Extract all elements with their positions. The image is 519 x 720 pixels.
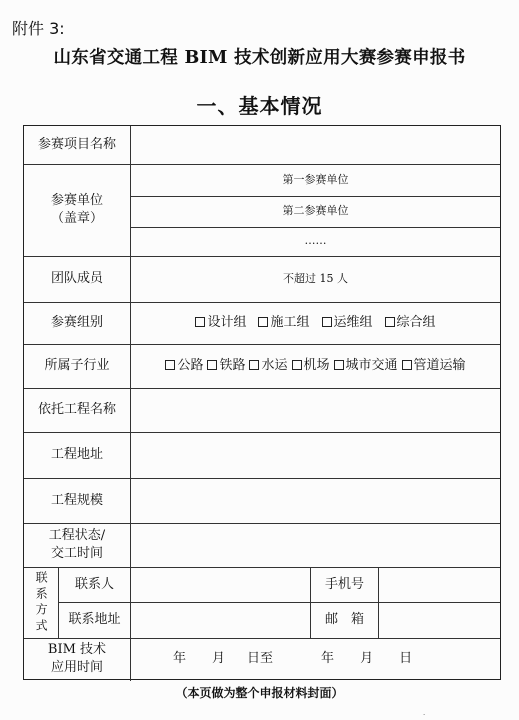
unit-label-line2: （盖章）	[50, 211, 103, 226]
checkbox-icon[interactable]	[207, 360, 217, 370]
date-year: 年	[173, 650, 187, 666]
contact-label: 联系方式	[34, 570, 49, 635]
team-members-field[interactable]: 不超过 15 人	[283, 271, 348, 285]
relied-project-field[interactable]	[131, 388, 500, 432]
attachment-label: 附件 3:	[12, 19, 65, 38]
unit-label-line1: 参赛单位	[50, 193, 103, 209]
checkbox-icon[interactable]	[258, 317, 268, 327]
cover-footnote: （本页做为整个申报材料封面）	[175, 686, 344, 700]
contact-person-label: 联系人	[74, 576, 114, 592]
project-name-label: 参赛项目名称	[37, 137, 116, 153]
checkbox-icon[interactable]	[402, 360, 412, 370]
contact-address-field[interactable]	[131, 602, 310, 638]
contact-person-field[interactable]	[131, 567, 310, 602]
phone-field[interactable]	[379, 567, 500, 602]
contact-address-label: 联系地址	[68, 612, 121, 628]
checkbox-icon[interactable]	[385, 317, 395, 327]
project-status-label	[24, 523, 130, 567]
industry-option-waterway[interactable]: 水运	[249, 357, 287, 375]
checkbox-icon[interactable]	[195, 317, 205, 327]
industry-option-urban-transit[interactable]: 城市交通	[334, 357, 398, 375]
status-label-line2: 交工时间	[50, 546, 103, 561]
project-name-field[interactable]	[131, 126, 500, 164]
group-option-construction[interactable]: 施工组	[258, 314, 309, 332]
section-title: 一、基本情况	[196, 94, 323, 118]
first-unit-field[interactable]: 第一参赛单位	[282, 172, 349, 186]
group-option-operation[interactable]: 运维组	[322, 314, 373, 332]
email-field[interactable]	[379, 602, 500, 638]
second-unit-field[interactable]: 第二参赛单位	[282, 204, 349, 218]
industry-option-railway[interactable]: 铁路	[207, 357, 245, 375]
bim-time-field[interactable]	[131, 638, 500, 679]
checkbox-icon[interactable]	[292, 360, 302, 370]
date-month2: 月	[360, 650, 374, 666]
email-label: 邮 箱	[324, 612, 364, 628]
project-address-field[interactable]	[131, 432, 500, 478]
industry-option-pipeline[interactable]: 管道运输	[402, 357, 466, 375]
industry-option-airport[interactable]: 机场	[292, 357, 330, 375]
unit-label	[24, 164, 130, 256]
date-day-to: 日至	[247, 650, 274, 666]
relied-project-label: 依托工程名称	[37, 402, 116, 418]
industry-label: 所属子行业	[44, 358, 110, 374]
group-option-design[interactable]: 设计组	[195, 314, 246, 332]
more-units-field[interactable]: ……	[304, 234, 327, 248]
project-status-field[interactable]	[131, 523, 500, 567]
project-address-label: 工程地址	[50, 447, 103, 463]
date-year2: 年	[321, 650, 335, 666]
checkbox-icon[interactable]	[249, 360, 259, 370]
page-mark: ·	[423, 711, 426, 719]
group-options	[131, 302, 500, 344]
bim-label-line2: 应用时间	[50, 659, 103, 675]
project-scale-label: 工程规模	[50, 492, 103, 508]
checkbox-icon[interactable]	[322, 317, 332, 327]
group-option-comprehensive[interactable]: 综合组	[385, 314, 436, 332]
checkbox-icon[interactable]	[165, 360, 175, 370]
date-month: 月	[212, 650, 226, 666]
date-day2: 日	[399, 650, 413, 666]
group-label: 参赛组别	[50, 315, 103, 331]
status-label-line1: 工程状态/	[48, 528, 106, 544]
bim-label-line1: BIM 技术	[47, 641, 107, 657]
application-form-table	[23, 125, 501, 680]
industry-options	[131, 344, 500, 388]
phone-label: 手机号	[324, 576, 364, 592]
bim-time-label	[24, 638, 130, 679]
industry-option-highway[interactable]: 公路	[165, 357, 203, 375]
team-label: 团队成员	[50, 271, 103, 287]
document-title: 山东省交通工程 BIM 技术创新应用大赛参赛申报书	[53, 48, 466, 68]
project-scale-field[interactable]	[131, 478, 500, 523]
checkbox-icon[interactable]	[334, 360, 344, 370]
